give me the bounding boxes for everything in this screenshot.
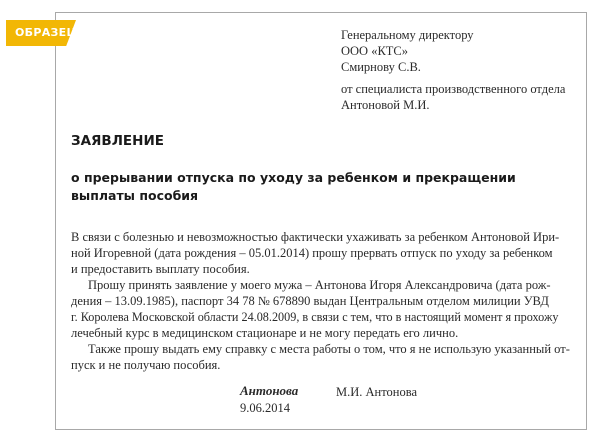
- recipient-name: Смирнову С.В.: [341, 60, 421, 74]
- sender-position: от специалиста производственного отдела: [341, 82, 566, 96]
- document-subject-line-1: о прерывании отпуска по уходу за ребенком и прекращении: [71, 170, 516, 185]
- signer-name: М.И. Антонова: [336, 385, 418, 399]
- signature-date: 9.06.2014: [240, 401, 290, 415]
- document-subject-line-2: выплаты пособия: [71, 188, 199, 203]
- sample-badge-label: ОБРАЗЕЦ: [15, 26, 77, 39]
- recipient-title: Генеральному директору: [341, 28, 474, 42]
- body-line-3: и предоставить выплату пособия.: [71, 262, 250, 276]
- body-line-2: ной Игоревной (дата рождения – 05.01.2014) прошу прервать отпуск по уходу за ребенком: [71, 246, 553, 260]
- body-line-5: дения – 13.09.1985), паспорт 34 78 № 678890 выдан Центральным отделом милиции УВД: [71, 294, 549, 308]
- sender-name: Антоновой М.И.: [341, 98, 430, 112]
- body-line-4: Прошу принять заявление у моего мужа – Антонова Игоря Александровича (дата рож-: [88, 278, 551, 292]
- body-line-8: Также прошу выдать ему справку с места работы о том, что я не использую указанный от-: [88, 342, 570, 356]
- handwritten-signature: Антонова: [240, 383, 299, 398]
- body-line-1: В связи с болезнью и невозможностью фактически ухаживать за ребенком Антоновой Ири-: [71, 230, 560, 244]
- document-title: ЗАЯВЛЕНИЕ: [71, 133, 164, 149]
- body-line-6: г. Королева Московской области 24.08.2009, в связи с тем, что в настоящий момент я прохожу: [71, 310, 559, 324]
- recipient-company: ООО «КТС»: [341, 44, 409, 58]
- body-line-7: лечебный курс в медицинском стационаре и не могу передать его лично.: [71, 326, 459, 340]
- body-line-9: пуск и не получаю пособия.: [71, 358, 221, 372]
